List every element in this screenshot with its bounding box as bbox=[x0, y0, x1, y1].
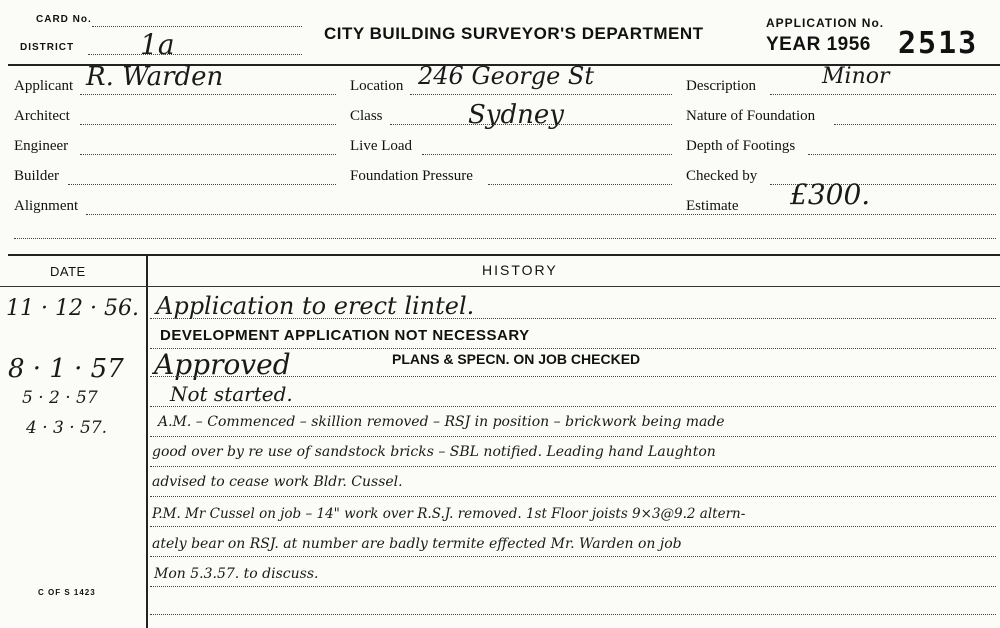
history-row-line bbox=[150, 614, 996, 615]
district-line bbox=[88, 54, 302, 55]
year-label: YEAR 1956 bbox=[766, 34, 871, 55]
engineer-label: Engineer bbox=[14, 138, 69, 154]
history-header-line bbox=[0, 286, 1000, 287]
application-number: 2513 bbox=[898, 26, 979, 61]
history-top-divider bbox=[8, 254, 1000, 256]
entry-3-date: 8 · 1 · 57 bbox=[8, 354, 124, 384]
estimate-label: Estimate bbox=[686, 198, 739, 214]
entry-6-text: good over by re use of sandstock bricks – SBL notified. Leading hand Laughton bbox=[152, 444, 716, 460]
entry-1-text: Application to erect lintel. bbox=[156, 292, 475, 320]
card-no-label: CARD No. bbox=[36, 14, 92, 25]
location-value: 246 George St bbox=[418, 62, 595, 90]
entry-7-text: advised to cease work Bldr. Cussel. bbox=[152, 474, 403, 490]
entry-9-text: ately bear on RSJ. at number are badly termite effected Mr. Warden on job bbox=[152, 536, 682, 552]
foundation-pressure-line bbox=[488, 184, 672, 185]
class-label: Class bbox=[350, 108, 383, 124]
entry-5-date: 4 · 3 · 57. bbox=[26, 418, 108, 438]
entry-10-text: Mon 5.3.57. to discuss. bbox=[154, 566, 319, 582]
live-load-label: Live Load bbox=[350, 138, 413, 154]
depth-footings-line bbox=[808, 154, 996, 155]
architect-label: Architect bbox=[14, 108, 70, 124]
estimate-value: £300. bbox=[790, 178, 871, 211]
applicant-line bbox=[80, 94, 336, 95]
depth-footings-label: Depth of Footings bbox=[686, 138, 796, 154]
history-row-line bbox=[150, 526, 996, 527]
history-row-line bbox=[150, 496, 996, 497]
nature-foundation-label: Nature of Foundation bbox=[686, 108, 816, 124]
description-value: Minor bbox=[822, 64, 890, 89]
description-line bbox=[770, 94, 996, 95]
card-no-line bbox=[92, 26, 302, 27]
details-bottom-line bbox=[14, 238, 996, 239]
entry-3-text: Approved bbox=[154, 348, 291, 381]
district-label: DISTRICT bbox=[20, 42, 75, 53]
alignment-label: Alignment bbox=[14, 198, 79, 214]
applicant-label: Applicant bbox=[14, 78, 74, 94]
location-line bbox=[410, 94, 672, 95]
history-row-line bbox=[150, 436, 996, 437]
alignment-line bbox=[86, 214, 996, 215]
history-header: HISTORY bbox=[482, 262, 558, 278]
checked-by-label: Checked by bbox=[686, 168, 758, 184]
application-no-label: APPLICATION No. bbox=[766, 16, 885, 30]
history-row-line bbox=[150, 318, 996, 319]
applicant-value: R. Warden bbox=[86, 62, 224, 92]
entry-1-date: 11 · 12 · 56. bbox=[6, 296, 139, 321]
history-row-line bbox=[150, 586, 996, 587]
history-row-line bbox=[150, 406, 996, 407]
date-column-divider bbox=[146, 254, 148, 628]
plans-checked-stamp: PLANS & SPECN. ON JOB CHECKED bbox=[392, 351, 641, 367]
builder-label: Builder bbox=[14, 168, 59, 184]
development-stamp: DEVELOPMENT APPLICATION NOT NECESSARY bbox=[160, 327, 530, 344]
entry-8-text: P.M. Mr Cussel on job – 14" work over R.S.J. removed. 1st Floor joists 9×3@9.2 altern- bbox=[152, 506, 746, 522]
builder-line bbox=[68, 184, 336, 185]
foundation-pressure-label: Foundation Pressure bbox=[350, 168, 473, 184]
department-title: CITY BUILDING SURVEYOR'S DEPARTMENT bbox=[324, 24, 704, 43]
architect-line bbox=[80, 124, 336, 125]
class-line bbox=[390, 124, 672, 125]
entry-4-text: Not started. bbox=[170, 382, 293, 406]
location-value-2: Sydney bbox=[468, 100, 564, 130]
live-load-line bbox=[422, 154, 672, 155]
form-code: C OF S 1423 bbox=[38, 588, 96, 597]
engineer-line bbox=[80, 154, 336, 155]
history-row-line bbox=[150, 376, 996, 377]
location-label: Location bbox=[350, 78, 404, 94]
district-value: 1a bbox=[140, 28, 175, 61]
date-header: DATE bbox=[50, 264, 86, 279]
description-label: Description bbox=[686, 78, 756, 94]
history-row-line bbox=[150, 466, 996, 467]
nature-foundation-line bbox=[834, 124, 996, 125]
history-row-line bbox=[150, 556, 996, 557]
entry-4-date: 5 · 2 · 57 bbox=[22, 388, 98, 408]
entry-5-text: A.M. – Commenced – skillion removed – RSJ in position – brickwork being made bbox=[158, 414, 725, 430]
